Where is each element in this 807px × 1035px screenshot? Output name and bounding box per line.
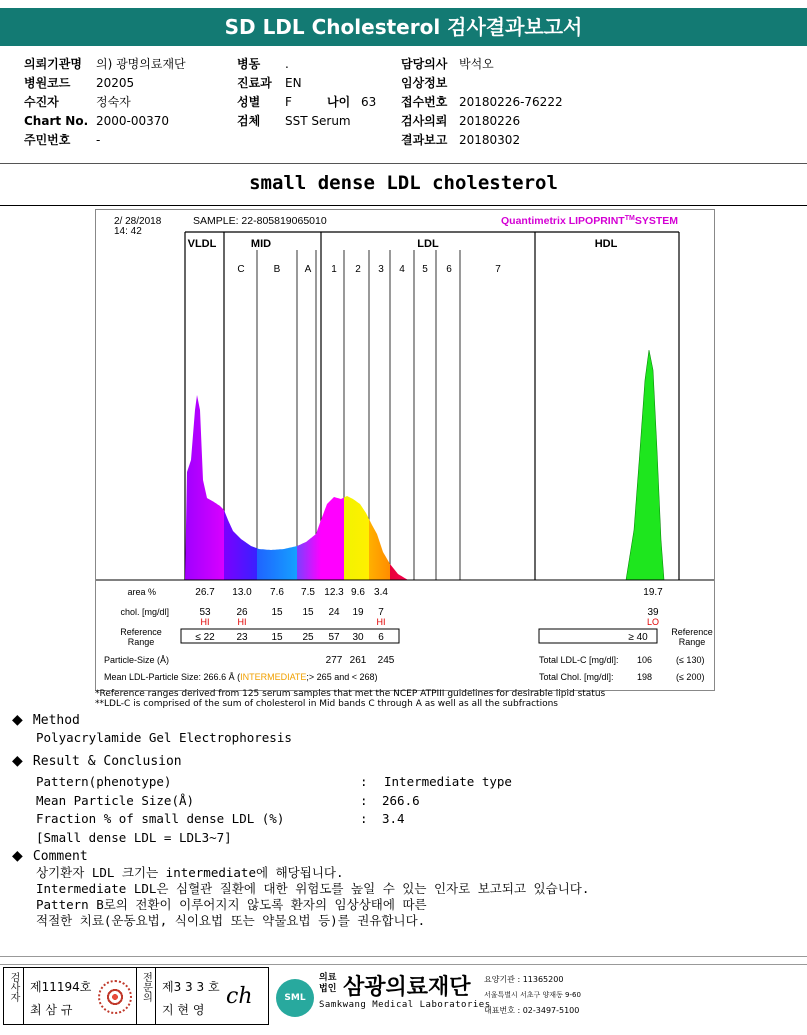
inspector-name: 최 삼 규 bbox=[30, 1003, 73, 1017]
chol-value: 15 bbox=[271, 607, 283, 618]
inspector-label: 검사자 bbox=[4, 968, 24, 1024]
confirm-name: 지 현 영 bbox=[162, 1003, 205, 1017]
org-eng: Samkwang Medical Laboratories bbox=[319, 1000, 491, 1010]
result-note: [Small dense LDL = LDL3~7] bbox=[36, 829, 232, 845]
lipoprint-chart bbox=[95, 209, 715, 691]
header-row: 주민번호 - bbox=[24, 133, 101, 147]
divider bbox=[0, 956, 807, 957]
particle-value: 277 bbox=[325, 655, 343, 666]
total-chol-ref: (≤ 200) bbox=[676, 672, 705, 682]
header-row: 진료과 EN bbox=[237, 76, 302, 90]
band-label: B bbox=[273, 264, 281, 275]
region-label: HDL bbox=[594, 238, 618, 250]
band-label: 6 bbox=[446, 264, 452, 275]
band-area-3 bbox=[369, 519, 390, 580]
band-area-b bbox=[257, 546, 297, 580]
diamond-icon: ◆ bbox=[12, 712, 23, 728]
chol-value: 24 bbox=[328, 607, 340, 618]
chart-time: 14: 42 bbox=[114, 226, 142, 237]
area-value: 3.4 bbox=[374, 587, 388, 598]
method-text: Polyacrylamide Gel Electrophoresis bbox=[36, 730, 292, 745]
chol-label: chol. [mg/dl] bbox=[120, 607, 169, 617]
org-prefix: 의료 법인 bbox=[319, 973, 337, 994]
diamond-icon: ◆ bbox=[12, 848, 23, 864]
ref-value: 15 bbox=[271, 632, 283, 643]
ref-right-2: Range bbox=[678, 637, 706, 647]
org-address: 서울특별시 서초구 양재동 9-60 bbox=[484, 991, 581, 999]
header-col3 bbox=[401, 55, 651, 150]
band-label: C bbox=[237, 264, 245, 275]
confirm-label: 전문의 bbox=[136, 968, 156, 1024]
org-name: 삼광의료재단 bbox=[343, 975, 471, 1000]
divider bbox=[0, 964, 807, 965]
chart-note-1: *Reference ranges derived from 125 serum samples that met the NCEP ATPIII guidelines for desirable lipid status bbox=[95, 689, 606, 699]
particle-value: 261 bbox=[349, 655, 367, 666]
ref-value: 25 bbox=[302, 632, 314, 643]
ref-label-1: Reference bbox=[120, 627, 162, 637]
band-area-a bbox=[297, 520, 321, 580]
header-row: 성별 F 나이 63 bbox=[237, 95, 377, 109]
chart-date: 2/ 28/2018 bbox=[114, 216, 162, 227]
result-row: Fraction % of small dense LDL (%) : 3.4 bbox=[36, 811, 405, 826]
total-chol-label: Total Chol. [mg/dl]: bbox=[539, 672, 614, 682]
comment-line: 적절한 치료(운동요법, 식이요법 또는 약물요법 등)를 권유합니다. bbox=[36, 913, 426, 928]
band-area-1 bbox=[321, 497, 344, 580]
flag-value: HI bbox=[200, 617, 210, 627]
ref-value: ≤ 22 bbox=[195, 632, 215, 643]
band-label: 1 bbox=[331, 264, 337, 275]
inspector-seal-icon bbox=[98, 980, 132, 1014]
band-area-2 bbox=[344, 496, 369, 580]
result-row: Mean Particle Size(Å) : 266.6 bbox=[36, 792, 420, 808]
total-ldl-label: Total LDL-C [mg/dl]: bbox=[539, 655, 619, 665]
total-ldl-value: 106 bbox=[636, 655, 652, 665]
diamond-icon: ◆ bbox=[12, 753, 23, 769]
total-ldl-ref: (≤ 130) bbox=[676, 655, 705, 665]
comment-section bbox=[12, 848, 88, 864]
chart-note-2: **LDL-C is comprised of the sum of cholesterol in Mid bands C through A as well as all the subfractions bbox=[95, 699, 558, 709]
chol-value: 15 bbox=[302, 607, 314, 618]
area-value: 7.5 bbox=[301, 587, 315, 598]
chol-value: 7 bbox=[378, 607, 384, 618]
signature-box bbox=[3, 967, 269, 1025]
chol-value: 39 bbox=[647, 607, 659, 618]
area-value: 19.7 bbox=[643, 587, 663, 598]
divider bbox=[0, 205, 807, 206]
header-row: 임상정보 bbox=[401, 76, 448, 90]
total-chol-value: 198 bbox=[636, 672, 652, 682]
method-section bbox=[12, 712, 80, 728]
chart-brand: Quantimetrix LIPOPRINT™SYSTEM bbox=[501, 215, 678, 227]
header-row: 병동 . bbox=[237, 57, 289, 71]
ref-value: 57 bbox=[328, 632, 340, 643]
band-label: 5 bbox=[422, 264, 428, 275]
chol-value: 19 bbox=[352, 607, 364, 618]
header-row: Chart No. 2000-00370 bbox=[24, 114, 170, 128]
area-label: area % bbox=[127, 587, 156, 597]
ref-value: 30 bbox=[352, 632, 364, 643]
header-col2 bbox=[237, 55, 387, 131]
header-row: 병원코드 20205 bbox=[24, 76, 135, 90]
comment-line: Intermediate LDL은 심혈관 질환에 대한 위험도를 높일 수 있는 인자로 보고되고 있습니다. bbox=[36, 881, 590, 896]
result-heading: Result & Conclusion bbox=[32, 754, 182, 769]
report-title: SD LDL Cholesterol 검사결과보고서 bbox=[0, 8, 807, 46]
area-value: 13.0 bbox=[232, 587, 252, 598]
report-subtitle: small dense LDL cholesterol bbox=[249, 172, 558, 194]
confirm-no: 제3 3 3 호 bbox=[162, 980, 220, 994]
band-label: A bbox=[304, 264, 312, 275]
lipoprint-svg bbox=[96, 210, 714, 690]
header-row: 검체 SST Serum bbox=[237, 114, 351, 128]
comment-text bbox=[36, 865, 589, 929]
band-label: 4 bbox=[399, 264, 405, 275]
region-label: MID bbox=[250, 238, 272, 250]
method-heading: Method bbox=[32, 713, 80, 728]
header-row: 담당의사 박석오 bbox=[401, 57, 494, 71]
header-row: 결과보고 20180302 bbox=[401, 133, 521, 147]
divider bbox=[0, 163, 807, 164]
flag-value: LO bbox=[646, 617, 660, 627]
flag-value: HI bbox=[376, 617, 386, 627]
particle-value: 245 bbox=[377, 655, 395, 666]
flag-value: HI bbox=[237, 617, 247, 627]
ref-value: 23 bbox=[236, 632, 248, 643]
band-area-tail bbox=[390, 564, 414, 580]
region-label: LDL bbox=[417, 238, 439, 250]
chart-sample: SAMPLE: 22-805819065010 bbox=[193, 215, 327, 227]
band-area-vldl bbox=[185, 395, 224, 580]
ref-label-2: Range bbox=[127, 637, 155, 647]
band-label: 3 bbox=[378, 264, 384, 275]
header-row: 수진자 정숙자 bbox=[24, 95, 131, 109]
inspector-no: 제11194호 bbox=[30, 980, 92, 994]
ref-value: 6 bbox=[378, 632, 384, 643]
comment-line: 상기환자 LDL 크기는 intermediate에 해당됩니다. bbox=[36, 865, 344, 880]
area-value: 12.3 bbox=[324, 587, 344, 598]
result-section bbox=[12, 753, 182, 769]
ref-hdl: ≥ 40 bbox=[628, 632, 648, 643]
comment-heading: Comment bbox=[32, 849, 88, 864]
area-value: 9.6 bbox=[351, 587, 365, 598]
area-value: 26.7 bbox=[195, 587, 215, 598]
ref-right-1: Reference bbox=[671, 627, 713, 637]
chol-value: 26 bbox=[236, 607, 248, 618]
band-area-c bbox=[224, 510, 257, 580]
header-row: 의뢰기관명 의) 광명의료재단 bbox=[24, 57, 186, 71]
band-label: 7 bbox=[495, 264, 501, 275]
band-label: 2 bbox=[355, 264, 361, 275]
particle-label: Particle-Size (Å) bbox=[104, 655, 170, 665]
org-phone: 대표번호 : 02-3497-5100 bbox=[484, 1006, 580, 1015]
org-reg: 요양기관 : 11365200 bbox=[484, 975, 564, 984]
sml-logo-icon: SML bbox=[276, 979, 314, 1017]
hdl-peak bbox=[626, 350, 664, 580]
comment-line: Pattern B로의 전환이 이루어지지 않도록 환자의 임상상태에 따른 bbox=[36, 897, 427, 912]
result-items bbox=[36, 773, 556, 847]
region-label: VLDL bbox=[187, 238, 217, 250]
result-row: Pattern(phenotype) : Intermediate type bbox=[36, 774, 512, 789]
header-col1 bbox=[24, 55, 234, 150]
mean-size-line: Mean LDL-Particle Size: 266.6 Å (INTERMEDIATE;> 265 and < 268) bbox=[104, 672, 378, 682]
signature-mark: ch bbox=[226, 984, 253, 1009]
header-row: 검사의뢰 20180226 bbox=[401, 114, 521, 128]
header-row: 접수번호 20180226-76222 bbox=[401, 95, 563, 109]
area-value: 7.6 bbox=[270, 587, 284, 598]
chol-value: 53 bbox=[199, 607, 211, 618]
